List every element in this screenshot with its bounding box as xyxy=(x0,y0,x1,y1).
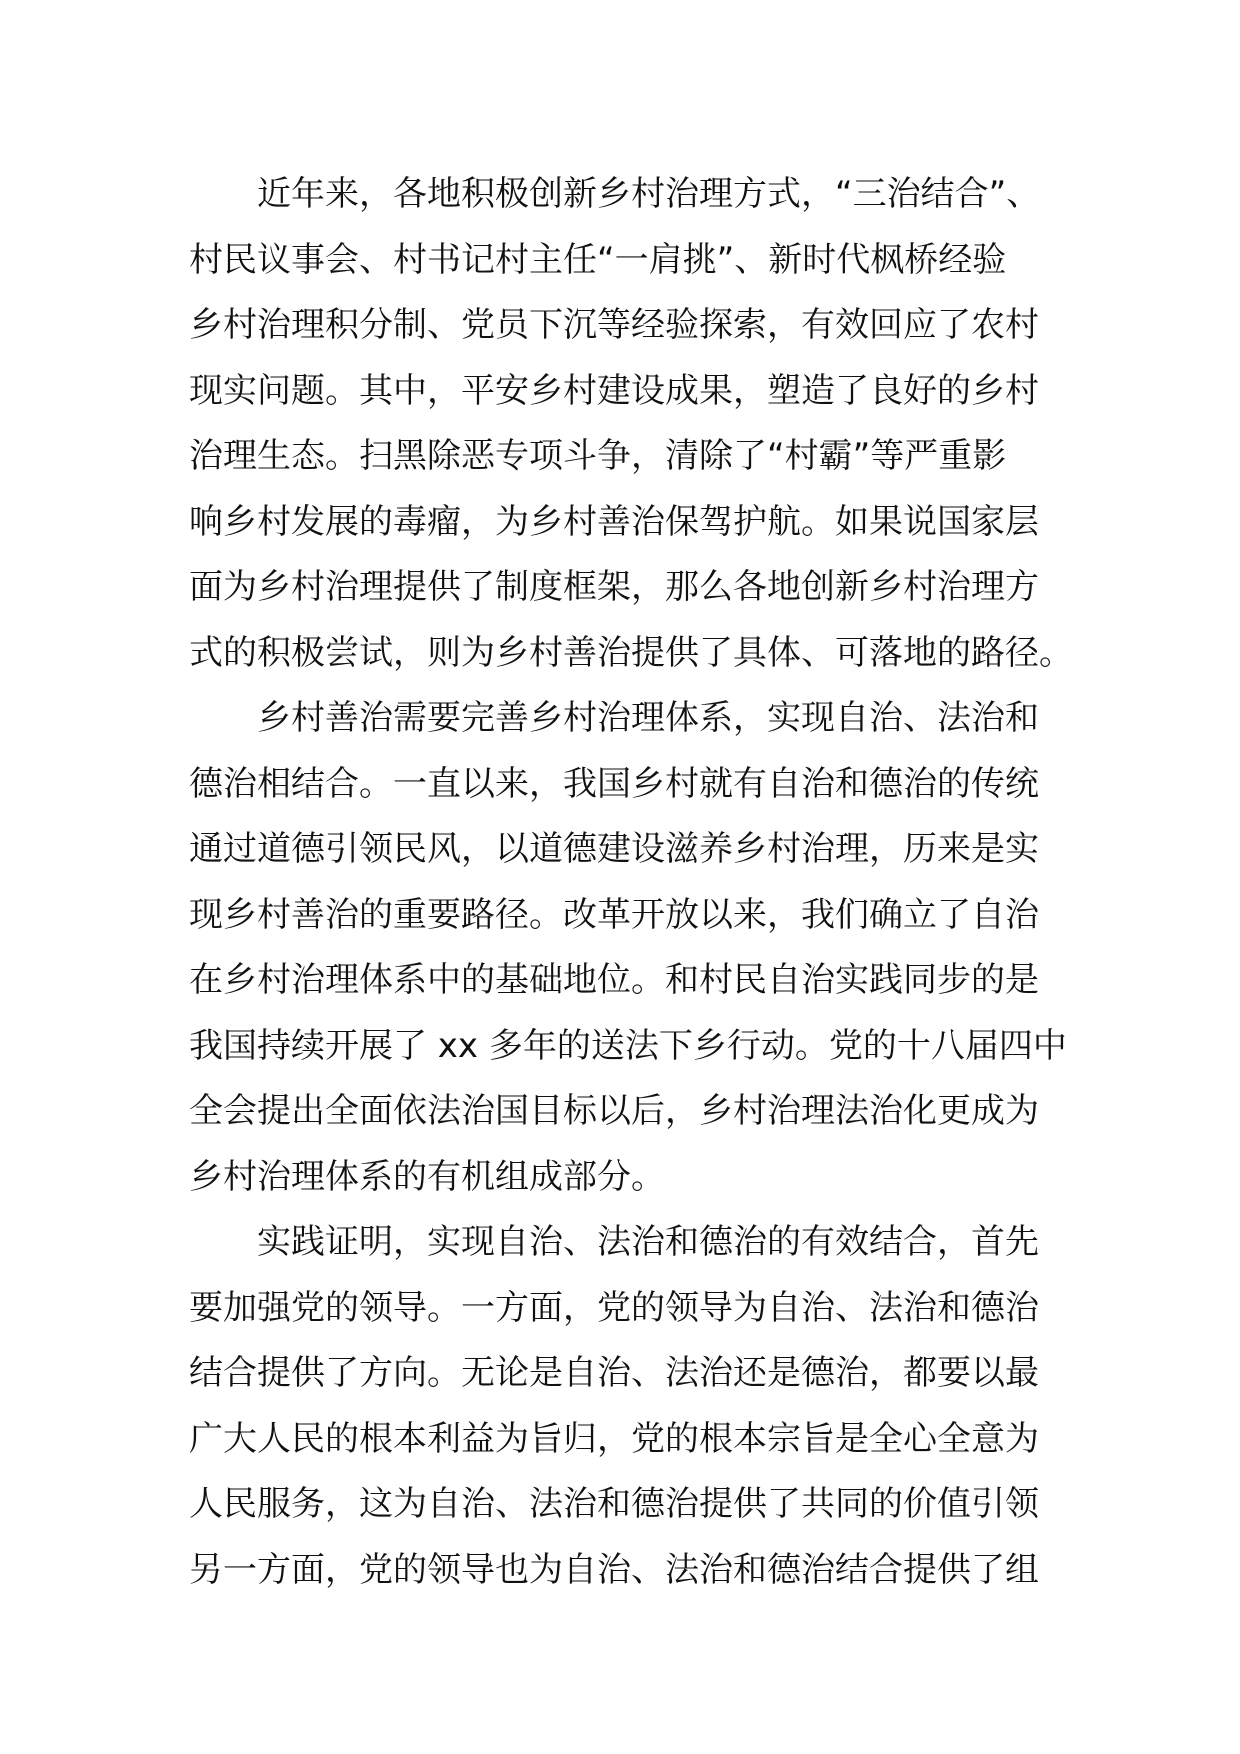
text-line: 近年来，各地积极创新乡村治理方式，“三治结合”、 xyxy=(257,174,1041,214)
text-line: 通过道德引领民风，以道德建设滋养乡村治理，历来是实 xyxy=(189,829,1039,869)
text-line: 要加强党的领导。一方面，党的领导为自治、法治和德治 xyxy=(189,1287,1039,1328)
text-line: 广大人民的根本利益为旨归，党的根本宗旨是全心全意为 xyxy=(189,1418,1039,1459)
text-line: 乡村善治需要完善乡村治理体系，实现自治、法治和 xyxy=(257,698,1039,738)
text-line: 实践证明，实现自治、法治和德治的有效结合，首先 xyxy=(257,1222,1039,1262)
text-line: 乡村治理积分制、党员下沉等经验探索，有效回应了农村 xyxy=(189,305,1039,345)
paragraph-1 xyxy=(189,162,1073,686)
text-line: 在乡村治理体系中的基础地位。和村民自治实践同步的是 xyxy=(189,960,1039,1000)
document-body xyxy=(189,162,1073,1603)
text-line: 现实问题。其中，平安乡村建设成果，塑造了良好的乡村 xyxy=(189,370,1039,411)
text-line: 我国持续开展了 xx 多年的送法下乡行动。党的十八届四中 xyxy=(189,1025,1067,1066)
text-line: 治理生态。扫黑除恶专项斗争，清除了“村霸”等严重影 xyxy=(189,436,1007,476)
text-line: 式的积极尝试，则为乡村善治提供了具体、可落地的路径。 xyxy=(189,632,1073,673)
text-line: 另一方面，党的领导也为自治、法治和德治结合提供了组 xyxy=(189,1549,1039,1590)
text-line: 乡村治理体系的有机组成部分。 xyxy=(189,1156,665,1197)
text-line: 结合提供了方向。无论是自治、法治还是德治，都要以最 xyxy=(189,1353,1039,1393)
text-line: 德治相结合。一直以来，我国乡村就有自治和德治的传统 xyxy=(189,763,1039,804)
paragraph-2 xyxy=(189,686,1069,1210)
text-line: 村民议事会、村书记村主任“一肩挑”、新时代枫桥经验 xyxy=(189,239,1007,280)
text-line: 面为乡村治理提供了制度框架，那么各地创新乡村治理方 xyxy=(189,567,1039,607)
text-line: 全会提出全面依法治国目标以后，乡村治理法治化更成为 xyxy=(189,1091,1039,1131)
paragraph-3 xyxy=(189,1210,1069,1603)
text-line: 现乡村善治的重要路径。改革开放以来，我们确立了自治 xyxy=(189,894,1039,935)
text-line: 响乡村发展的毒瘤，为乡村善治保驾护航。如果说国家层 xyxy=(189,501,1039,542)
text-line: 人民服务，这为自治、法治和德治提供了共同的价值引领 xyxy=(189,1484,1039,1524)
